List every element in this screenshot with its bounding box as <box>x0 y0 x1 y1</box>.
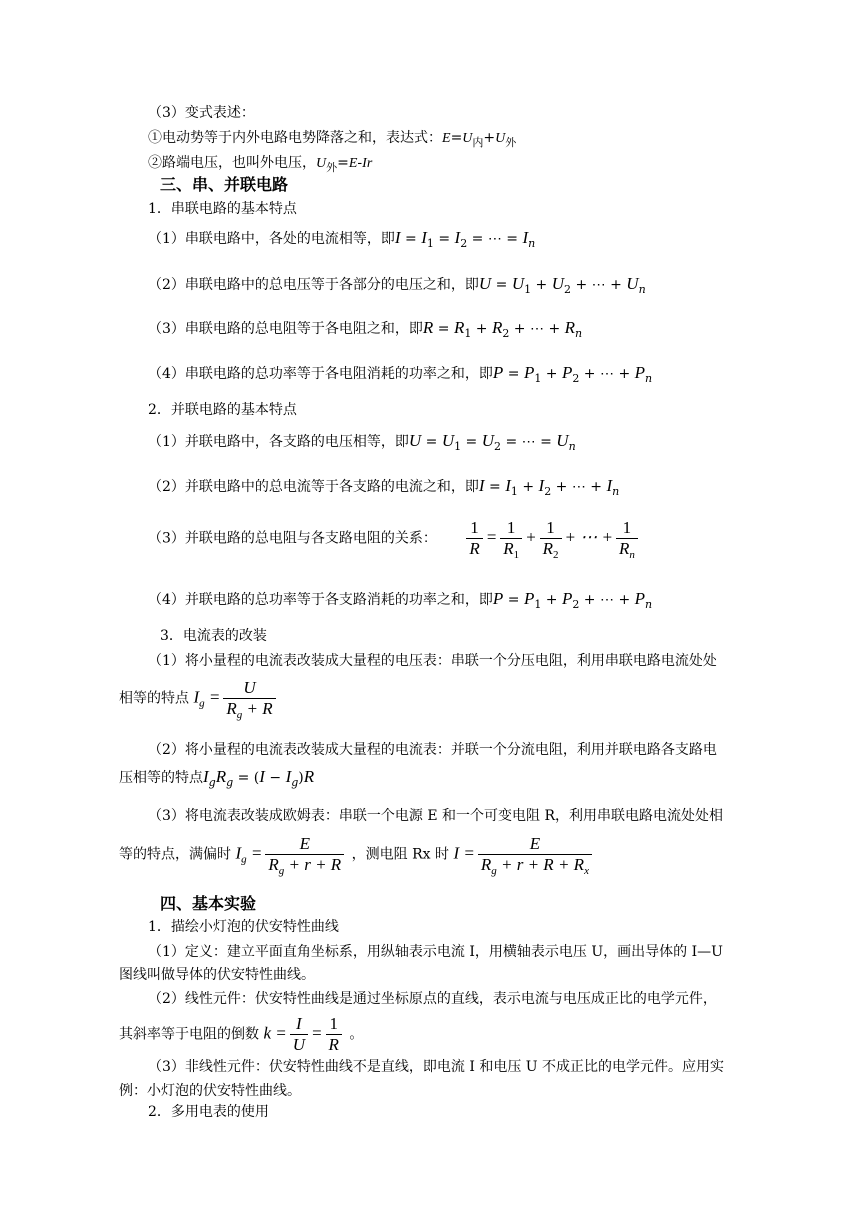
series-voltage: （2）串联电路中的总电压等于各部分的电压之和，即$U = U_1 + U_2$ + ⋯ + $U_n$ <box>148 274 646 296</box>
meter-item-1-line2: 相等的特点 $I_g$ = $\frac{U}{R_g + R}$ <box>119 678 279 724</box>
exp1-nonlinear-line1: （3）非线性元件：伏安特性曲线不是直线，即电流 I 和电压 U 不成正比的电学元件。应用实 <box>148 1059 725 1075</box>
parallel-title: 2．并联电路的基本特点 <box>148 402 297 418</box>
exp1-linear-line2: 其斜率等于电阻的倒数 k = $\frac{I}{U}$ = $\frac{1}{R}$ 。 <box>119 1014 364 1054</box>
meter-item-2-line1: （2）将小量程的电流表改装成大量程的电流表：并联一个分流电阻，利用并联电路各支路电 <box>148 742 717 758</box>
exp1-definition-line1: （1）定义：建立平面直角坐标系，用纵轴表示电流 I，用横轴表示电压 U，画出导体的 I—U <box>148 944 723 960</box>
exp1-linear-line1: （2）线性元件：伏安特性曲线是通过坐标原点的直线，表示电流与电压成正比的电学元件， <box>148 991 717 1007</box>
exp1-nonlinear-line2: 例：小灯泡的伏安特性曲线。 <box>119 1083 301 1099</box>
series-current: （1）串联电路中，各处的电流相等，即$I = I_1 = I_2$ = ⋯ = $I_n$ <box>148 228 536 250</box>
meter-item-1-line1: （1）将小量程的电流表改装成大量程的电压表：串联一个分压电阻，利用串联电路电流处处 <box>148 653 717 669</box>
parallel-voltage: （1）并联电路中，各支路的电压相等，即$U = U_1 = U_2$ = ⋯ = $U_n$ <box>148 431 576 453</box>
series-resistance: （3）串联电路的总电阻等于各电阻之和，即$R = R_1 + R_2$ + ⋯ + $R_n$ <box>148 318 583 340</box>
variant-item-1: ①电动势等于内外电路电势降落之和，表达式：$E=U_内+U_外$ <box>148 130 517 149</box>
experiment-2-title: 2．多用电表的使用 <box>148 1104 269 1120</box>
experiment-1-title: 1．描绘小灯泡的伏安特性曲线 <box>148 919 339 935</box>
section-heading-experiments: 四、基本实验 <box>160 894 257 913</box>
variant-item-2: ②路端电压，也叫外电压，$U_外=E-Ir$ <box>148 155 373 174</box>
parallel-power: （4）并联电路的总功率等于各支路消耗的功率之和，即$P = P_1 + P_2$ + ⋯ + $P_n$ <box>148 589 653 611</box>
series-power: （4）串联电路的总功率等于各电阻消耗的功率之和，即$P = P_1 + P_2$ + ⋯ + $P_n$ <box>148 363 653 385</box>
variant-title: （3）变式表述： <box>148 105 255 121</box>
parallel-current: （2）并联电路中的总电流等于各支路的电流之和，即$I = I_1 + I_2$ + ⋯ + $I_n$ <box>148 476 620 498</box>
meter-title: 3．电流表的改装 <box>160 628 267 644</box>
meter-item-3-line1: （3）将电流表改装成欧姆表：串联一个电源 E 和一个可变电阻 R，利用串联电路电流处处相 <box>148 808 724 824</box>
parallel-resistance: （3）并联电路的总电阻与各支路电阻的关系： $\frac{1}{R}$ = $\frac{1}{R_1}$ + $\frac{1}{R_2}$ + ⋯ + $\frac{1}{R_n}$ <box>148 518 641 566</box>
meter-item-3-line2: 等的特点，满偏时 $I_g$ = $\frac{E}{R_g + r + R}$ ，测电阻 Rx 时 I = $\frac{E}{R_g + r + R + R_x}$ <box>119 834 595 880</box>
meter-item-2-line2: 压相等的特点$I_gR_g = (I - I_g)R$ <box>119 767 315 789</box>
section-heading-circuits: 三、串、并联电路 <box>160 175 289 194</box>
series-title: 1．串联电路的基本特点 <box>148 201 297 217</box>
exp1-definition-line2: 图线叫做导体的伏安特性曲线。 <box>119 967 315 983</box>
